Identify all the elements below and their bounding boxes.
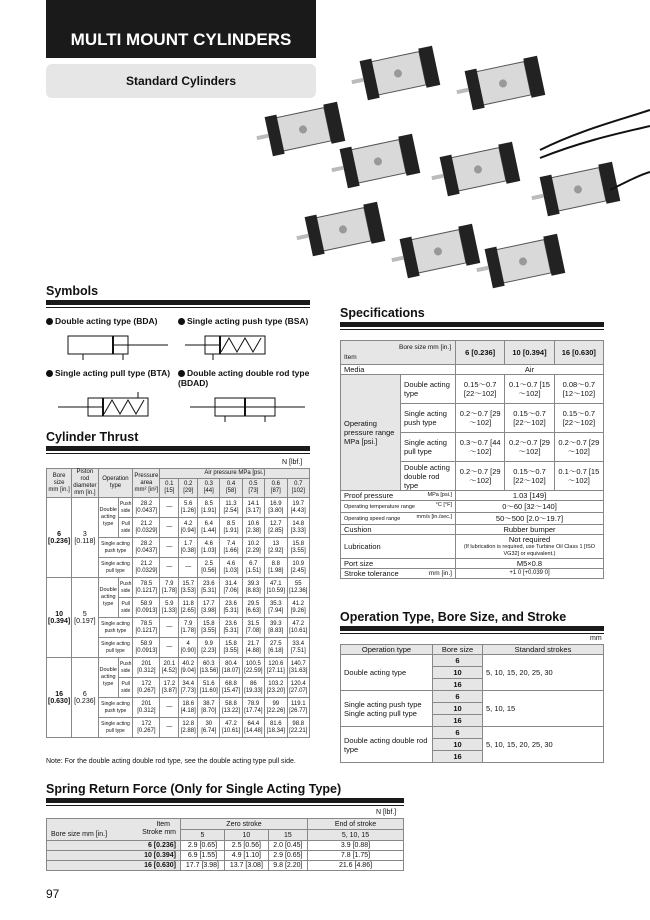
- thrust-value: 19.7 [4.43]: [287, 498, 309, 518]
- optype-strokes: 5, 10, 15: [483, 691, 604, 727]
- table-row: [47, 498, 310, 518]
- thrust-value: 15.7 [3.53]: [179, 578, 198, 598]
- thrust-value: 98.8 [22.21]: [287, 718, 309, 738]
- thrust-value: 23.6 [5.31]: [220, 618, 242, 638]
- page-number: 97: [46, 887, 60, 901]
- specs-header-item: Item: [344, 354, 357, 361]
- specs-size-10: 10 [0.394]: [505, 341, 554, 365]
- cylinder-photo-2: [453, 56, 545, 113]
- thrust-op-single: Single acting push type: [98, 538, 133, 558]
- thrust-op-single: Single acting pull type: [98, 718, 133, 738]
- specs-size-6: 6 [0.236]: [456, 341, 505, 365]
- specs-row-label: Operating speed range: [344, 516, 401, 522]
- specs-header-bore: Bore size mm [in.]: [398, 344, 451, 351]
- specs-lub-note: (If lubrication is required, use Turbine Oil Class 1 [ISO VG32] or equivalent.): [463, 544, 596, 557]
- thrust-value: 7.9 [1.78]: [160, 578, 179, 598]
- bullet-icon: [178, 370, 185, 377]
- thrust-bore: 16 [0.630]: [47, 658, 72, 738]
- thrust-value: 6.7 [1.51]: [242, 558, 264, 578]
- optype-bore: 16: [433, 751, 483, 763]
- thrust-value: 35.3 [7.94]: [265, 598, 287, 618]
- thrust-area: 172 [0.267]: [133, 718, 160, 738]
- thrust-value: —: [160, 538, 179, 558]
- spring-header-item: Item: [156, 821, 170, 828]
- specs-range-value: 0.15～0.7 [22～102]: [456, 375, 505, 404]
- cylinder-photo-5: [428, 142, 520, 199]
- symbols-title: Symbols: [46, 284, 99, 298]
- thrust-pressure-1: 0.2 [29]: [179, 479, 198, 498]
- specs-row-label-cell: [341, 513, 456, 525]
- symbol-single-pull: [48, 392, 173, 424]
- symbols-rule: [46, 300, 310, 305]
- thrust-value: 21.7 [4.88]: [242, 638, 264, 658]
- table-row: [341, 727, 604, 739]
- specs-range-value: 0.1～0.7 [15～102]: [505, 375, 554, 404]
- optype-bore: 6: [433, 691, 483, 703]
- thrust-unit: N [lbf.]: [282, 459, 303, 466]
- specs-media-label: Media: [341, 365, 456, 375]
- spring-header-stroke: Stroke mm: [142, 829, 176, 836]
- thrust-value: 68.8 [15.47]: [220, 678, 242, 698]
- specs-media: Air: [456, 365, 604, 375]
- thrust-rod: 5 [0.197]: [72, 578, 98, 658]
- optype-bore: 10: [433, 703, 483, 715]
- spring-unit: N [lbf.]: [376, 809, 397, 816]
- symbol-label-bdad: Double acting double rod type (BDAD): [178, 368, 310, 388]
- symbol-single-push: [185, 330, 310, 362]
- thrust-op-push: Push side: [118, 658, 132, 678]
- specs-row-label-cell: [341, 491, 456, 501]
- spring-end-value: 7.8 [1.75]: [308, 851, 404, 861]
- thrust-value: 30 [6.74]: [198, 718, 220, 738]
- thrust-area: 58.9 [0.0913]: [133, 598, 160, 618]
- specs-range-value: 0.2～0.7 [29～102]: [456, 462, 505, 491]
- specs-tol-label: Stroke tolerance: [344, 569, 399, 578]
- thrust-value: 14.1 [3.17]: [242, 498, 264, 518]
- thrust-value: 55 [12.36]: [287, 578, 309, 598]
- cylinder-photo-1: [348, 46, 440, 103]
- thrust-pressure-0: 0.1 [15]: [160, 479, 179, 498]
- specs-row-value: Rubber bumper: [456, 525, 604, 535]
- spring-rule: [46, 798, 404, 803]
- thrust-value: 10.6 [2.38]: [242, 518, 264, 538]
- optype-title: Operation Type, Bore Size, and Stroke: [340, 610, 567, 624]
- specs-range-value: 0.15～0.7 [22～102]: [505, 404, 554, 433]
- table-row: [341, 501, 604, 513]
- specs-row-unit: MPa [psi.]: [427, 492, 452, 498]
- thrust-area: 28.2 [0.0437]: [133, 538, 160, 558]
- thrust-area: 201 [0.312]: [133, 698, 160, 718]
- thrust-value: 34.4 [7.73]: [179, 678, 198, 698]
- spring-header-end: End of stroke: [308, 819, 404, 830]
- spring-bore: 16 [0.630]: [47, 861, 181, 871]
- spring-value: 2.9 [0.65]: [268, 851, 307, 861]
- thrust-op-push: Push side: [118, 578, 132, 598]
- thrust-pressure-6: 0.7 [102]: [287, 479, 309, 498]
- specs-range-type: Double acting double rod type: [401, 462, 456, 491]
- spring-end-strokes: 5, 10, 15: [308, 830, 404, 841]
- thrust-value: —: [160, 638, 179, 658]
- thrust-area: 28.2 [0.0437]: [133, 498, 160, 518]
- thrust-value: 17.7 [3.98]: [198, 598, 220, 618]
- thrust-value: —: [160, 618, 179, 638]
- thrust-bore: 10 [0.394]: [47, 578, 72, 658]
- symbol-label-bta: Single acting pull type (BTA): [46, 368, 181, 378]
- specs-range-value: 0.1～0.7 [15～102]: [554, 462, 603, 491]
- thrust-op-double: Double acting type: [98, 658, 118, 698]
- table-row: [47, 578, 310, 598]
- thrust-value: 8.5 [1.91]: [220, 518, 242, 538]
- optype-op: [341, 655, 433, 691]
- specs-lub-label: Lubrication: [341, 535, 456, 559]
- table-row: [341, 655, 604, 667]
- thrust-op-single: Single acting pull type: [98, 558, 133, 578]
- specs-range-type: Single acting pull type: [401, 433, 456, 462]
- specs-row-label: Cushion: [344, 525, 372, 534]
- optype-op: [341, 727, 433, 763]
- thrust-value: 15.8 [3.55]: [287, 538, 309, 558]
- thrust-rod: 6 [0.236]: [72, 658, 98, 738]
- specs-range-label: Operating pressure range MPa [psi.]: [341, 375, 401, 491]
- specs-range-value: 0.15～0.7 [22～102]: [505, 462, 554, 491]
- thrust-value: 16.9 [3.80]: [265, 498, 287, 518]
- spring-table: [46, 818, 404, 871]
- specs-range-value: 0.2～0.7 [29～102]: [554, 433, 603, 462]
- thrust-op-single: Single acting pull type: [98, 638, 133, 658]
- specs-range-value: 0.2～0.7 [29～102]: [505, 433, 554, 462]
- thrust-value: 39.3 [8.83]: [265, 618, 287, 638]
- thrust-area: 58.9 [0.0913]: [133, 638, 160, 658]
- spring-value: 13.7 [3.08]: [224, 861, 268, 871]
- thrust-pressure-5: 0.6 [87]: [265, 479, 287, 498]
- cylinder-photo-9: [473, 234, 565, 291]
- bullet-icon: [178, 318, 185, 325]
- thrust-value: 40.2 [9.04]: [179, 658, 198, 678]
- thrust-value: 13 [2.92]: [265, 538, 287, 558]
- thrust-value: 31.5 [7.08]: [242, 618, 264, 638]
- thrust-value: 4.6 [1.03]: [220, 558, 242, 578]
- optype-header-strokes: Standard strokes: [483, 645, 604, 655]
- thrust-value: 4.6 [1.03]: [198, 538, 220, 558]
- table-row: [47, 841, 404, 851]
- symbol-double-acting: [48, 330, 173, 362]
- thrust-rod: 3 [0.118]: [72, 498, 98, 578]
- thrust-op-pull: Pull side: [118, 518, 132, 538]
- table-row: [47, 861, 404, 871]
- spring-title: Spring Return Force (Only for Single Acting Type): [46, 782, 342, 796]
- thrust-value: 8.5 [1.91]: [198, 498, 220, 518]
- thrust-value: 23.6 [5.31]: [220, 598, 242, 618]
- thrust-area: 78.5 [0.1217]: [133, 618, 160, 638]
- table-row: [341, 375, 604, 404]
- specs-row-label: Operating temperature range: [344, 504, 415, 510]
- symbol-label-bsa: Single acting push type (BSA): [178, 316, 313, 326]
- thrust-table: [46, 468, 310, 738]
- spring-value: 9.8 [2.20]: [268, 861, 307, 871]
- cylinder-photo-4: [328, 134, 420, 191]
- optype-bore: 6: [433, 727, 483, 739]
- specs-range-value: 0.2～0.7 [29～102]: [456, 404, 505, 433]
- thrust-value: 9.9 [2.23]: [198, 638, 220, 658]
- bullet-icon: [46, 318, 53, 325]
- optype-op-line: Single acting pull type: [344, 708, 417, 718]
- spring-value: 17.7 [3.98]: [181, 861, 225, 871]
- thrust-value: 15.8 [3.55]: [198, 618, 220, 638]
- thrust-value: 5.6 [1.26]: [179, 498, 198, 518]
- thrust-value: —: [160, 518, 179, 538]
- specs-table: [340, 340, 604, 579]
- spring-value: 2.9 [0.65]: [181, 841, 225, 851]
- thrust-header-bore: Bore size mm [in.]: [47, 469, 72, 498]
- thrust-area: 201 [0.312]: [133, 658, 160, 678]
- specs-row-unit: °C [°F]: [435, 502, 452, 508]
- optype-bore: 10: [433, 667, 483, 679]
- optype-bore: 10: [433, 739, 483, 751]
- thrust-value: —: [160, 698, 179, 718]
- thrust-value: 41.2 [9.26]: [287, 598, 309, 618]
- spring-end-value: 3.9 [0.88]: [308, 841, 404, 851]
- thrust-value: 140.7 [31.63]: [287, 658, 309, 678]
- thrust-value: 47.2 [10.61]: [287, 618, 309, 638]
- thrust-value: 2.5 [0.56]: [198, 558, 220, 578]
- thrust-value: 18.6 [4.18]: [179, 698, 198, 718]
- optype-op: [341, 691, 433, 727]
- thrust-rule: [46, 446, 310, 451]
- thrust-value: 5.9 [1.33]: [160, 598, 179, 618]
- thrust-value: 86 [19.33]: [242, 678, 264, 698]
- thrust-value: —: [179, 558, 198, 578]
- specs-size-16: 16 [0.630]: [554, 341, 603, 365]
- cylinder-photo-3: [253, 102, 345, 159]
- table-row: [341, 525, 604, 535]
- optype-table: [340, 644, 604, 763]
- thrust-header-area: Pressure area mm² [in²]: [133, 469, 160, 498]
- thrust-area: 172 [0.267]: [133, 678, 160, 698]
- thrust-value: 120.4 [27.07]: [287, 678, 309, 698]
- thrust-value: 11.8 [2.65]: [179, 598, 198, 618]
- thrust-value: 10.9 [2.45]: [287, 558, 309, 578]
- specs-range-value: 0.3～0.7 [44～102]: [456, 433, 505, 462]
- spring-bore: 6 [0.236]: [47, 841, 181, 851]
- spring-stroke-10: 10: [224, 830, 268, 841]
- symbol-label-bda: Double acting type (BDA): [46, 316, 181, 326]
- specs-row-label-cell: [341, 501, 456, 513]
- spring-value: 2.5 [0.56]: [224, 841, 268, 851]
- thrust-value: 80.4 [18.07]: [220, 658, 242, 678]
- page-subtitle: Standard Cylinders: [125, 74, 237, 88]
- spring-stroke-5: 5: [181, 830, 225, 841]
- spring-value: 4.9 [1.10]: [224, 851, 268, 861]
- optype-header-op: Operation type: [341, 645, 433, 655]
- specs-range-value: 0.08～0.7 [12～102]: [554, 375, 603, 404]
- thrust-value: 103.2 [23.20]: [265, 678, 287, 698]
- table-row: [341, 491, 604, 501]
- thrust-value: 1.7 [0.38]: [179, 538, 198, 558]
- specs-row-value: 1.03 [149]: [456, 491, 604, 501]
- table-row: [47, 658, 310, 678]
- symbol-double-rod: [185, 392, 310, 424]
- specs-row-value: 0～60 [32～140]: [456, 501, 604, 513]
- thrust-value: 10.2 [2.29]: [242, 538, 264, 558]
- thrust-header-rod: Piston rod diameter mm [in.]: [73, 469, 97, 496]
- thrust-value: 7.4 [1.66]: [220, 538, 242, 558]
- thrust-value: 4.2 [0.94]: [179, 518, 198, 538]
- thrust-value: 31.4 [7.06]: [220, 578, 242, 598]
- thrust-value: 33.4 [7.51]: [287, 638, 309, 658]
- thrust-value: 15.8 [3.55]: [220, 638, 242, 658]
- cylinder-photo-8: [388, 224, 480, 281]
- thrust-op-double: Double acting type: [98, 498, 118, 538]
- thrust-value: —: [160, 558, 179, 578]
- spring-header-zero: Zero stroke: [181, 819, 308, 830]
- specs-port-label: Port size: [341, 559, 456, 569]
- table-row: [47, 851, 404, 861]
- thrust-value: 8.8 [1.98]: [265, 558, 287, 578]
- thrust-op-pull: Pull side: [118, 678, 132, 698]
- specs-tol-label-cell: [341, 569, 456, 579]
- specs-lub-value: Not required: [508, 535, 551, 544]
- thrust-op-push: Push side: [118, 498, 132, 518]
- specs-lub-cell: [456, 535, 604, 559]
- specs-port: M5×0.8: [456, 559, 604, 569]
- table-row: [341, 513, 604, 525]
- optype-bore: 16: [433, 679, 483, 691]
- thrust-value: 11.3 [2.54]: [220, 498, 242, 518]
- optype-op-line: Double acting type: [344, 668, 407, 677]
- thrust-value: 12.8 [2.88]: [179, 718, 198, 738]
- specs-title: Specifications: [340, 306, 425, 320]
- thrust-area: 21.2 [0.0329]: [133, 558, 160, 578]
- optype-rule: [340, 626, 604, 631]
- thrust-value: 12.7 [2.85]: [265, 518, 287, 538]
- thrust-value: 17.2 [3.87]: [160, 678, 179, 698]
- page-title: MULTI MOUNT CYLINDERS: [70, 30, 292, 49]
- thrust-value: 100.5 [22.59]: [242, 658, 264, 678]
- specs-header-cell: [341, 341, 456, 365]
- optype-header-bore: Bore size: [433, 645, 483, 655]
- thrust-value: 7.9 [1.78]: [179, 618, 198, 638]
- thrust-value: 64.4 [14.48]: [242, 718, 264, 738]
- spring-header-item-cell: [47, 819, 181, 841]
- spring-stroke-15: 15: [268, 830, 307, 841]
- thrust-op-single: Single acting push type: [98, 698, 133, 718]
- thrust-value: 38.7 [8.70]: [198, 698, 220, 718]
- specs-range-value: 0.15～0.7 [22～102]: [554, 404, 603, 433]
- thrust-value: 14.8 [3.33]: [287, 518, 309, 538]
- specs-row-value: 50～500 [2.0～19.7]: [456, 513, 604, 525]
- spring-value: 6.9 [1.55]: [181, 851, 225, 861]
- specs-tol-unit: mm [in.]: [428, 570, 452, 577]
- thrust-area: 21.2 [0.0329]: [133, 518, 160, 538]
- cylinder-photo-7: [293, 202, 385, 259]
- spring-bore: 10 [0.394]: [47, 851, 181, 861]
- thrust-value: 47.2 [10.61]: [220, 718, 242, 738]
- thrust-value: 23.6 [5.31]: [198, 578, 220, 598]
- optype-strokes: 5, 10, 15, 20, 25, 30: [483, 655, 604, 691]
- specs-range-type: Single acting push type: [401, 404, 456, 433]
- specs-rule: [340, 322, 604, 327]
- cylinder-photo-6: [528, 162, 620, 219]
- thrust-op-double: Double acting type: [98, 578, 118, 618]
- optype-bore: 16: [433, 715, 483, 727]
- optype-strokes: 5, 10, 15, 20, 25, 30: [483, 727, 604, 763]
- thrust-value: 58.8 [13.22]: [220, 698, 242, 718]
- optype-unit: mm: [590, 635, 602, 642]
- specs-tol: +1 0 [+0.039 0]: [456, 569, 604, 579]
- thrust-value: 27.5 [6.18]: [265, 638, 287, 658]
- thrust-value: 39.3 [8.83]: [242, 578, 264, 598]
- thrust-note: Note: For the double acting double rod type, see the double acting type pull side.: [46, 758, 296, 765]
- thrust-value: 78.9 [17.74]: [242, 698, 264, 718]
- thrust-pressure-3: 0.4 [58]: [220, 479, 242, 498]
- optype-bore: 6: [433, 655, 483, 667]
- thrust-value: —: [160, 718, 179, 738]
- thrust-value: 47.1 [10.59]: [265, 578, 287, 598]
- optype-op-line: Double acting double rod type: [344, 735, 428, 754]
- optype-op-line: Single acting push type: [344, 699, 422, 709]
- spring-value: 2.0 [0.45]: [268, 841, 307, 851]
- thrust-header-op: Operation type: [98, 469, 133, 498]
- thrust-value: 29.5 [6.63]: [242, 598, 264, 618]
- thrust-value: 51.6 [11.60]: [198, 678, 220, 698]
- thrust-value: 60.3 [13.56]: [198, 658, 220, 678]
- thrust-bore: 6 [0.236]: [47, 498, 72, 578]
- thrust-value: 119.1 [26.77]: [287, 698, 309, 718]
- spring-end-value: 21.6 [4.86]: [308, 861, 404, 871]
- thrust-pressure-4: 0.5 [73]: [242, 479, 264, 498]
- specs-row-label-cell: [341, 525, 456, 535]
- thrust-value: —: [160, 498, 179, 518]
- thrust-value: 20.1 [4.52]: [160, 658, 179, 678]
- thrust-value: 120.6 [27.11]: [265, 658, 287, 678]
- specs-range-type: Double acting type: [401, 375, 456, 404]
- thrust-area: 78.5 [0.1217]: [133, 578, 160, 598]
- thrust-value: 99 [22.26]: [265, 698, 287, 718]
- thrust-op-single: Single acting push type: [98, 618, 133, 638]
- thrust-title: Cylinder Thrust: [46, 430, 139, 444]
- thrust-pressure-2: 0.3 [44]: [198, 479, 220, 498]
- thrust-value: 4 [0.90]: [179, 638, 198, 658]
- product-photos: [240, 40, 650, 305]
- thrust-op-pull: Pull side: [118, 598, 132, 618]
- specs-row-label: Proof pressure: [344, 491, 394, 500]
- thrust-header-air: Air pressure MPa [psi.]: [160, 469, 310, 479]
- thrust-value: 6.4 [1.44]: [198, 518, 220, 538]
- thrust-value: 81.6 [18.34]: [265, 718, 287, 738]
- table-row: [341, 691, 604, 703]
- specs-row-unit: mm/s [in./sec.]: [416, 514, 452, 520]
- spring-header-bore: Bore size mm [in.]: [51, 831, 108, 838]
- bullet-icon: [46, 370, 53, 377]
